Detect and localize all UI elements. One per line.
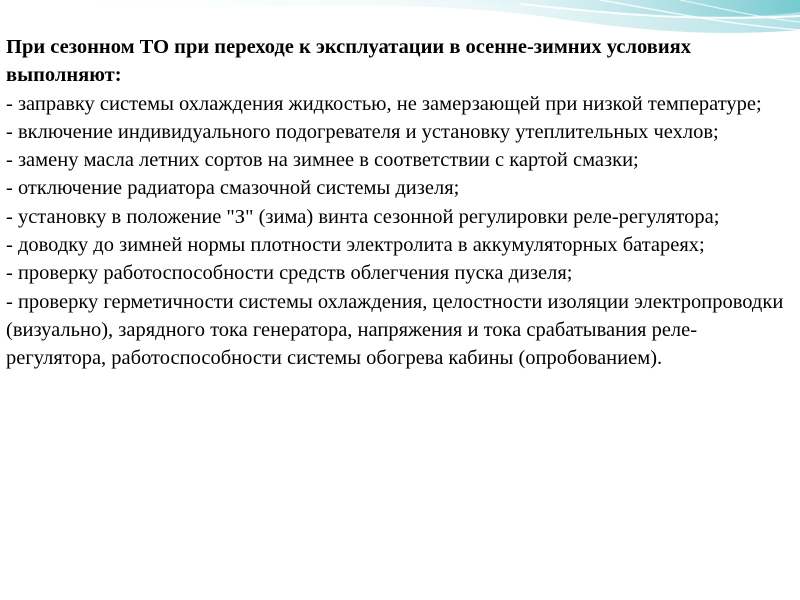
list-item: - проверку работоспособности средств облегчения пуска дизеля; <box>6 262 573 285</box>
list-item: - доводку до зимней нормы плотности электролита в аккумуляторных батареях; <box>6 234 705 257</box>
list-item: - отключение радиатора смазочной системы дизеля; <box>6 177 460 200</box>
slide-content <box>6 33 794 373</box>
list-item: - включение индивидуального подогревателя и установку утеплительных чехлов; <box>6 120 719 143</box>
slide-heading: При сезонном ТО при переходе к эксплуатации в осенне-зимних условиях выполняют: <box>6 36 691 87</box>
list-item: - замену масла летних сортов на зимнее в соответствии с картой смазки; <box>6 149 639 172</box>
list-item: - проверку герметичности системы охлаждения, целостности изоляции электропроводки (визуально), зарядного тока генератора, напряжения и тока срабатывания реле-регулятора, работоспособности системы обогрева кабины (опробованием). <box>6 290 784 370</box>
list-item: - заправку системы охлаждения жидкостью, не замерзающей при низкой температуре; <box>6 92 762 115</box>
maintenance-list <box>6 90 794 373</box>
list-item: - установку в положение "З" (зима) винта сезонной регулировки реле-регулятора; <box>6 205 720 228</box>
